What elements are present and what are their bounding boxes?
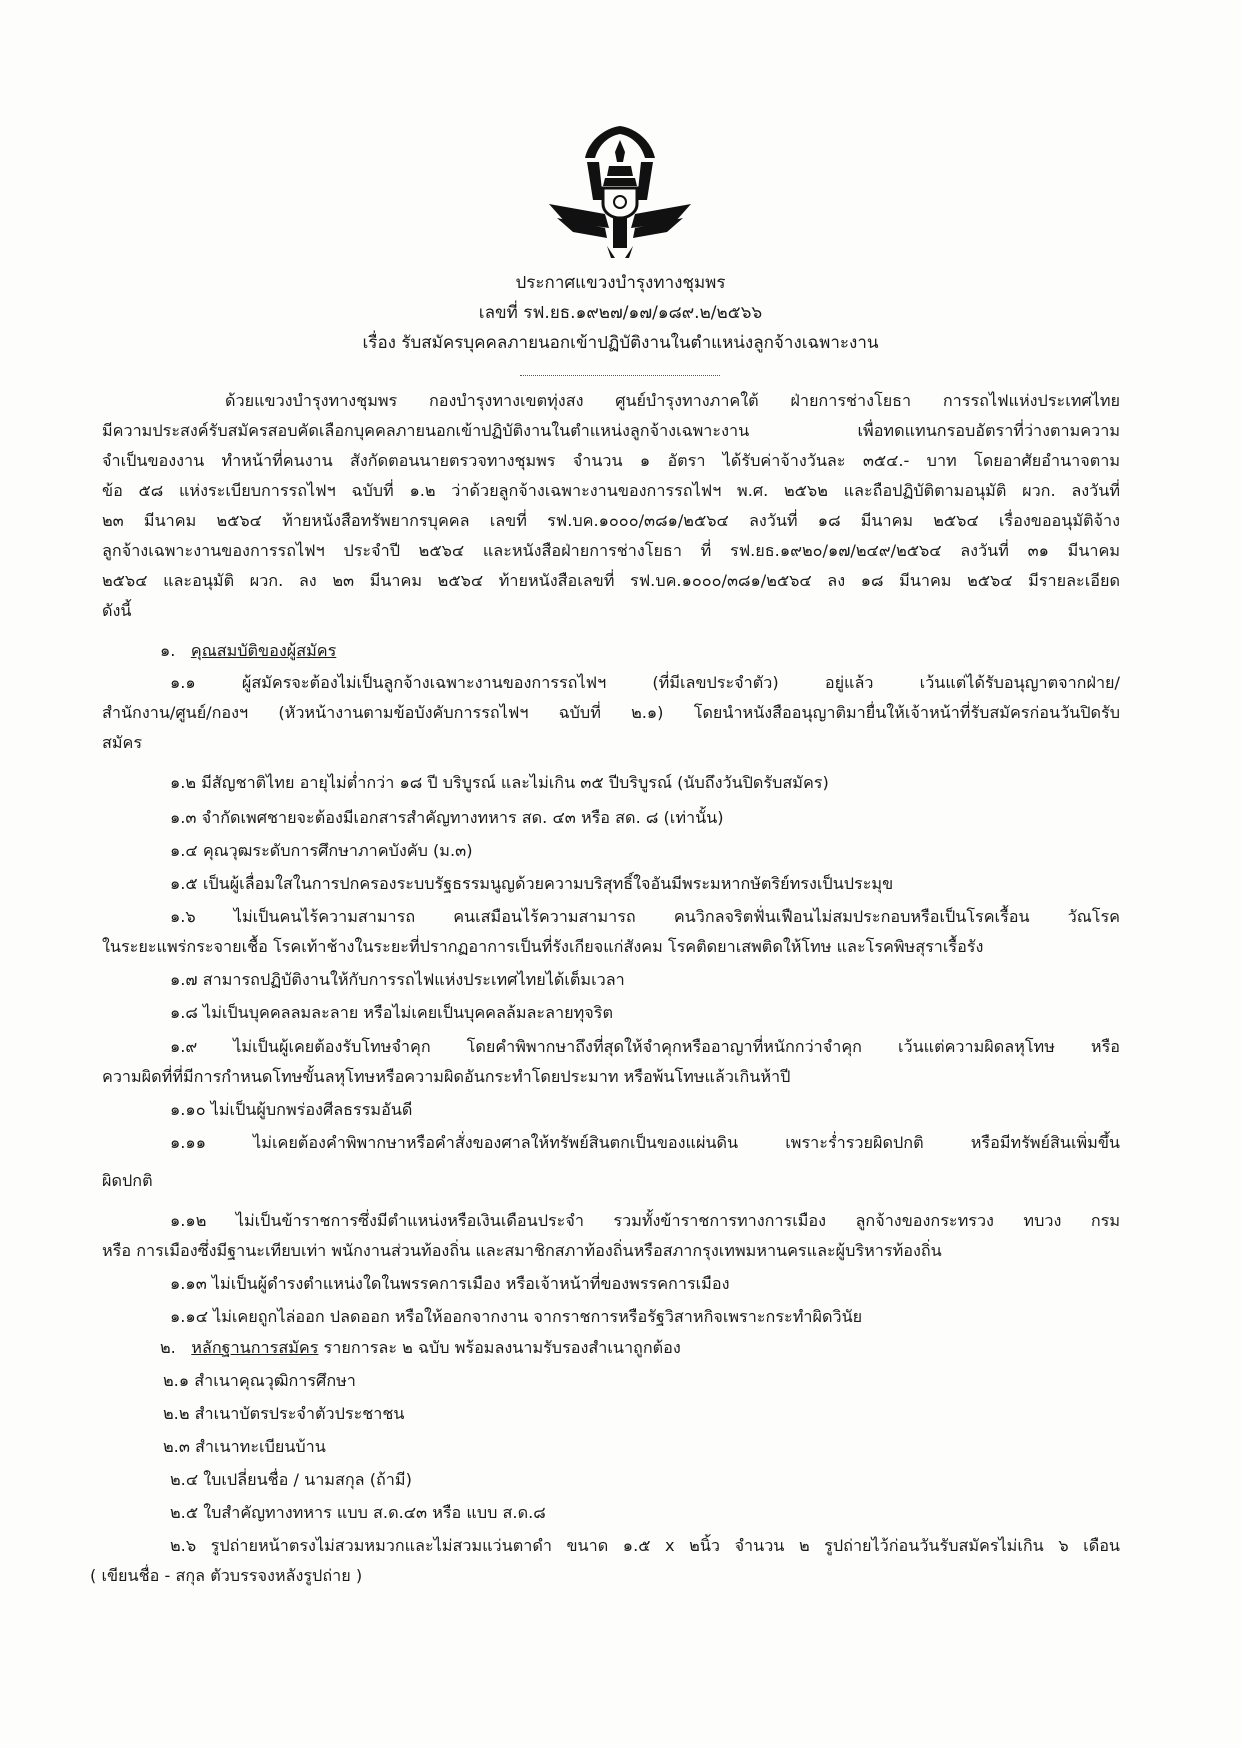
document-item: ๒.๖ รูปถ่ายหน้าตรงไม่สวมหมวกและไม่สวมแว่นตาดำ ขนาด ๑.๕ x ๒นิ้ว จำนวน ๒ รูปถ่ายไว้ก่อนวันรับสมัครไม่เกิน ๖ เดือน bbox=[170, 1536, 1120, 1555]
announcement-title: ประกาศแขวงบำรุงทางชุมพร bbox=[515, 273, 726, 293]
document-item: ๒.๔ ใบเปลี่ยนชื่อ / นามสกุล (ถ้ามี) bbox=[170, 1470, 412, 1489]
announcement-subject: เรื่อง รับสมัครบุคคลภายนอกเข้าปฏิบัติงานในตำแหน่งลูกจ้างเฉพาะงาน bbox=[362, 333, 879, 353]
section-1-heading bbox=[160, 640, 336, 662]
section-2-title-suffix: รายการละ ๒ ฉบับ พร้อมลงนามรับรองสำเนาถูกต้อง bbox=[318, 1338, 681, 1357]
qualification-item: ๑.๑๔ ไม่เคยถูกไล่ออก ปลดออก หรือให้ออกจากงาน จากราชการหรือรัฐวิสาหกิจเพราะกระทำผิดวินัย bbox=[170, 1307, 863, 1326]
qualification-item: ๑.๑๑ ไม่เคยต้องคำพิพากษาหรือคำสั่งของศาลให้ทรัพย์สินตกเป็นของแผ่นดิน เพราะร่ำรวยผิดปกติ หรือมีทรัพย์สินเพิ่มขึ้น bbox=[170, 1133, 1120, 1152]
document-item: ๒.๑ สำเนาคุณวุฒิการศึกษา bbox=[163, 1371, 356, 1390]
intro-line: ดังนี้ bbox=[102, 601, 132, 620]
intro-line: ด้วยแขวงบำรุงทางชุมพร กองบำรุงทางเขตทุ่งสง ศูนย์บำรุงทางภาคใต้ ฝ่ายการช่างโยธา การรถไฟแห่งประเทศไทย bbox=[225, 391, 1120, 410]
qualification-item: ในระยะแพร่กระจายเชื้อ โรคเท้าช้างในระยะที่ปรากฏอาการเป็นที่รังเกียจแก่สังคม โรคติดยาเสพติดให้โทษ และโรคพิษสุราเรื้อรัง bbox=[102, 937, 984, 956]
qualification-item: สำนักงาน/ศูนย์/กองฯ (หัวหน้างานตามข้อบังคับการรถไฟฯ ฉบับที่ ๒.๑) โดยนำหนังสืออนุญาติมายื่นให้เจ้าหน้าที่รับสมัครก่อนวันปิดรับ bbox=[102, 703, 1120, 722]
section-1-title: คุณสมบัติของผู้สมัคร bbox=[190, 641, 337, 660]
intro-line: ลูกจ้างเฉพาะงานของการรถไฟฯ ประจำปี ๒๕๖๔ และหนังสือฝ่ายการช่างโยธา ที่ รฟ.ยธ.๑๙๒๐/๑๗/๒๔๙/๒๕๖๔ ลงวันที่ ๓๑ มีนาคม bbox=[102, 541, 1120, 560]
qualification-item: ๑.๙ ไม่เป็นผู้เคยต้องรับโทษจำคุก โดยคำพิพากษาถึงที่สุดให้จำคุกหรืออาญาที่หนักกว่าจำคุก เว้นแต่ความผิดลหุโทษ หรือ bbox=[170, 1037, 1120, 1056]
qualification-item: ผิดปกติ bbox=[102, 1171, 153, 1190]
qualification-item: ๑.๗ สามารถปฏิบัติงานให้กับการรถไฟแห่งประเทศไทยได้เต็มเวลา bbox=[170, 970, 625, 989]
document-item: ๒.๒ สำเนาบัตรประจำตัวประชาชน bbox=[163, 1404, 405, 1423]
document-item: ๒.๕ ใบสำคัญทางทหาร แบบ ส.ด.๔๓ หรือ แบบ ส.ด.๘ bbox=[170, 1503, 546, 1522]
intro-line: จำเป็นของงาน ทำหน้าที่คนงาน สังกัดตอนนายตรวจทางชุมพร จำนวน ๑ อัตรา ได้รับค่าจ้างวันละ ๓๕๔.- บาท โดยอาศัยอำนาจตาม bbox=[102, 451, 1120, 470]
intro-line: ๒๓ มีนาคม ๒๕๖๔ ท้ายหนังสือทรัพยากรบุคคล เลขที่ รฟ.บค.๑๐๐๐/๓๘๑/๒๕๖๔ ลงวันที่ ๑๘ มีนาคม ๒๕๖๔ เรื่องขออนุมัติจ้าง bbox=[102, 511, 1120, 530]
qualification-item: ๑.๖ ไม่เป็นคนไร้ความสามารถ คนเสมือนไร้ความสามารถ คนวิกลจริตฟั่นเฟือนไม่สมประกอบหรือเป็นโรคเรื้อน วัณโรค bbox=[170, 907, 1120, 926]
intro-line: ข้อ ๕๘ แห่งระเบียบการรถไฟฯ ฉบับที่ ๑.๒ ว่าด้วยลูกจ้างเฉพาะงานของการรถไฟฯ พ.ศ. ๒๕๖๒ และถือปฏิบัติตามอนุมัติ ผวก. ลงวันที่ bbox=[102, 481, 1120, 500]
document-item: ๒.๓ สำเนาทะเบียนบ้าน bbox=[163, 1437, 326, 1456]
separator-dotted-line bbox=[520, 375, 720, 376]
qualification-item: ๑.๑ ผู้สมัครจะต้องไม่เป็นลูกจ้างเฉพาะงานของการรถไฟฯ (ที่มีเลขประจำตัว) อยู่แล้ว เว้นแต่ได้รับอนุญาตจากฝ่าย/ bbox=[170, 673, 1120, 692]
qualification-item: ๑.๕ เป็นผู้เลื่อมใสในการปกครองระบบรัฐธรรมนูญด้วยความบริสุทธิ์ใจอันมีพระมหากษัตริย์ทรงเป็นประมุข bbox=[170, 874, 894, 893]
section-2-number: ๒. bbox=[160, 1338, 176, 1357]
qualification-item: หรือ การเมืองซึ่งมีฐานะเทียบเท่า พนักงานส่วนท้องถิ่น และสมาชิกสภาท้องถิ่นหรือสภากรุงเทพมหานครและผู้บริหารท้องถิ่น bbox=[102, 1241, 942, 1260]
section-1-number: ๑. bbox=[160, 641, 176, 660]
qualification-item: ๑.๒ มีสัญชาติไทย อายุไม่ต่ำกว่า ๑๘ ปี บริบูรณ์ และไม่เกิน ๓๕ ปีบริบูรณ์ (นับถึงวันปิดรับสมัคร) bbox=[170, 773, 829, 792]
qualification-item: ๑.๘ ไม่เป็นบุคคลลมละลาย หรือไม่เคยเป็นบุคคลล้มละลายทุจริต bbox=[170, 1003, 613, 1022]
qualification-item: ๑.๑๐ ไม่เป็นผู้บกพร่องศีลธรรมอันดี bbox=[170, 1100, 413, 1119]
announcement-number: เลขที่ รฟ.ยธ.๑๙๒๗/๑๗/๑๘๙.๒/๒๕๖๖ bbox=[478, 303, 763, 323]
qualification-item: ๑.๑๓ ไม่เป็นผู้ดำรงตำแหน่งใดในพรรคการเมือง หรือเจ้าหน้าที่ของพรรคการเมือง bbox=[170, 1274, 730, 1293]
qualification-item: สมัคร bbox=[102, 733, 143, 752]
railway-emblem-icon bbox=[545, 118, 695, 268]
qualification-item: ๑.๓ จำกัดเพศชายจะต้องมีเอกสารสำคัญทางทหาร สด. ๔๓ หรือ สด. ๘ (เท่านั้น) bbox=[170, 808, 724, 827]
qualification-item: ๑.๔ คุณวุฒระดับการศึกษาภาคบังคับ (ม.๓) bbox=[170, 841, 473, 860]
qualification-item: ความผิดที่ที่มีการกำหนดโทษขั้นลหุโทษหรือความผิดอันกระทำโดยประมาท หรือพ้นโทษแล้วเกินห้าปี bbox=[102, 1067, 791, 1086]
qualification-item: ๑.๑๒ ไม่เป็นข้าราชการซึ่งมีตำแหน่งหรือเงินเดือนประจำ รวมทั้งข้าราชการทางการเมือง ลูกจ้างของกระทรวง ทบวง กรม bbox=[170, 1211, 1120, 1230]
intro-line: มีความประสงค์รับสมัครสอบคัดเลือกบุคคลภายนอกเข้าปฏิบัติงานในตำแหน่งลูกจ้างเฉพาะงาน เพื่อทดแทนกรอบอัตราที่ว่างตามความ bbox=[102, 421, 1120, 440]
section-2-heading bbox=[160, 1337, 681, 1359]
document-item: ( เขียนชื่อ - สกุล ตัวบรรจงหลังรูปถ่าย ) bbox=[90, 1566, 363, 1585]
section-2-title: หลักฐานการสมัคร bbox=[191, 1338, 319, 1357]
intro-line: ๒๕๖๔ และอนุมัติ ผวก. ลง ๒๓ มีนาคม ๒๕๖๔ ท้ายหนังสือเลขที่ รฟ.บค.๑๐๐๐/๓๘๑/๒๕๖๔ ลง ๑๘ มีนาคม ๒๕๖๔ มีรายละเอียด bbox=[102, 571, 1120, 590]
